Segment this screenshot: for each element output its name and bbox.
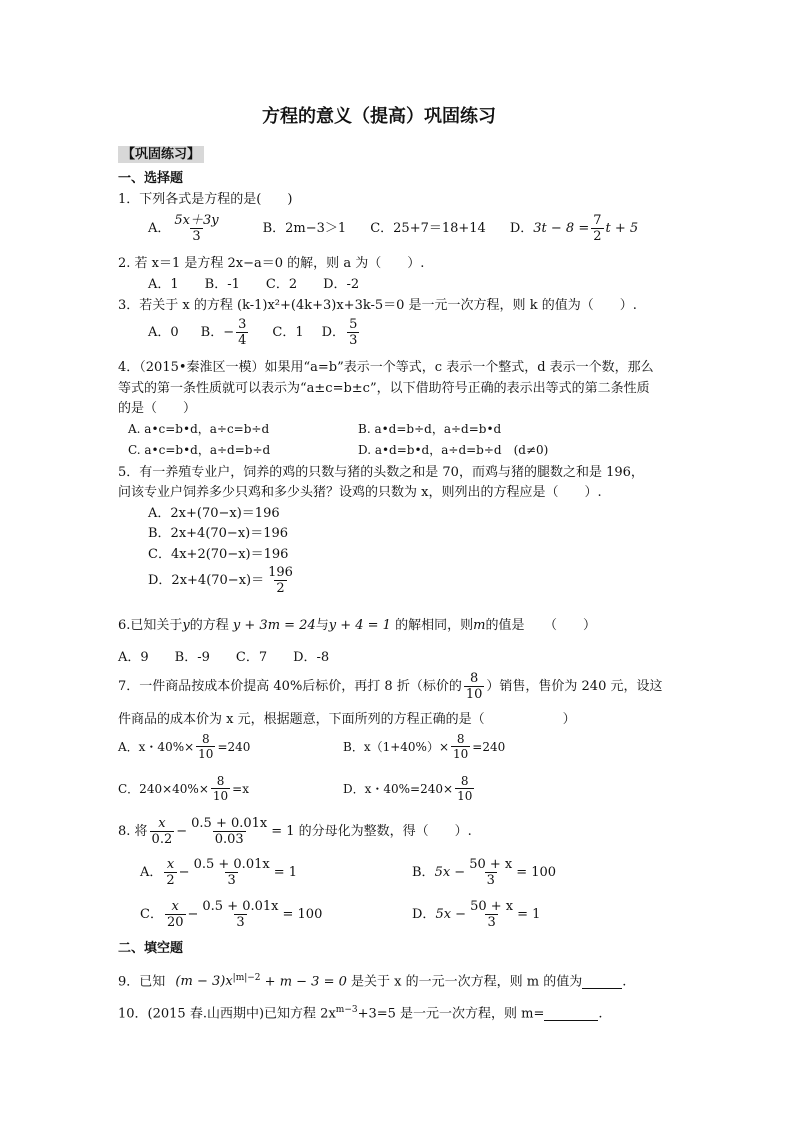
- fraction: $\frac{0.5 + 0.01x}{3}$: [193, 857, 270, 888]
- option-b: B．2m−3＞1: [262, 221, 347, 236]
- option-c: C．25+7＝18+14: [370, 221, 486, 236]
- question-4-option-d: D. a•d=b•d，a÷d=b÷d (d≠0): [358, 443, 549, 457]
- question-5-option-b: B．2x+4(70−x)＝196: [148, 526, 289, 541]
- question-6-options: A．9 B．-9 C．7 D．-8: [118, 650, 330, 665]
- answer-blank[interactable]: [582, 975, 622, 989]
- fraction: $\frac{7}{2}$: [593, 213, 602, 244]
- option-a-label: A．: [148, 221, 171, 236]
- option-d-label: D．: [321, 325, 346, 340]
- answer-blank[interactable]: [544, 1007, 598, 1021]
- question-10-stem: 10．(2015 春.山西期中)已知方程 $2x^{m-3}+3=5$ 是一元一次方程，则 m= .: [118, 1005, 603, 1022]
- option-d-expr-tail: t + 5: [605, 221, 639, 236]
- question-2-stem: 2. 若 x＝1 是方程 2x−a＝0 的解，则 a 为（ ）.: [118, 256, 425, 271]
- question-8-option-d: D． 5x − $\frac{50 + x}{3}$ = 1: [412, 899, 541, 930]
- question-4-option-a: A. a•c=b•d，a÷c=b÷d: [128, 422, 270, 436]
- question-2-options: A．1 B．-1 C．2 D．-2: [148, 277, 360, 292]
- question-1-stem: 1．下列各式是方程的是( ): [118, 192, 293, 207]
- question-3-stem: 3．若关于 x 的方程 (k-1)x²+(4k+3)x+3k-5＝0 是一元一次方程，则 k 的值为（ ）.: [118, 298, 637, 313]
- fraction: $\frac{50 + x}{3}$: [470, 899, 514, 930]
- question-4-line-3: 的是（ ）: [118, 401, 197, 416]
- question-5-line-2: 问该专业户饲养多少只鸡和多少头猪？设鸡的只数为 x，则列出的方程应是（ ）.: [118, 485, 602, 500]
- question-7-option-a: A．x・40%× $\frac{8}{10}$ =240: [118, 732, 251, 761]
- page-title: 方程的意义（提高）巩固练习: [262, 106, 496, 127]
- question-7-line-2: 件商品的成本价为 x 元，根据题意，下面所列的方程正确的是（ ）: [118, 712, 576, 727]
- section-tag: 【巩固练习】: [118, 146, 204, 163]
- fraction: $\frac{x}{0.2}$: [151, 816, 173, 847]
- question-5-line-1: 5．有一养殖专业户，饲养的鸡的只数与猪的头数之和是 70，而鸡与猪的腿数之和是 196，: [118, 465, 644, 480]
- question-4-option-c: C. a•c=b•d，a÷d=b÷d: [128, 443, 271, 457]
- question-5-option-d: [148, 566, 297, 595]
- option-b-label: B．−: [200, 325, 235, 340]
- fraction: $\frac{8}{10}$: [453, 732, 469, 761]
- question-7-option-b: B．x（1+40%）× $\frac{8}{10}$ =240: [343, 732, 506, 761]
- fraction: $\frac{3}{4}$: [238, 317, 247, 348]
- fraction: $\frac{8}{10}$: [198, 732, 214, 761]
- question-6-stem: 6.已知关于y的方程 y + 3m = 24与y + 4 = 1 的解相同，则m的值是 （ ）: [118, 618, 596, 633]
- question-5-option-c: C．4x+2(70−x)＝196: [148, 547, 289, 562]
- option-a: A．0: [148, 325, 179, 340]
- question-7-option-c: C．240×40%× $\frac{8}{10}$ =x: [118, 774, 249, 803]
- question-8-option-b: B． 5x − $\frac{50 + x}{3}$ = 100: [412, 857, 557, 888]
- question-3-options: [148, 318, 361, 347]
- fraction: $\frac{8}{10}$: [457, 774, 473, 803]
- option-d-expr: 3t − 8 =: [533, 221, 590, 236]
- question-8-option-a: A． $\frac{x}{2}$ − $\frac{0.5 + 0.01x}{3}$ = 1: [140, 857, 297, 888]
- fraction: $\frac{8}{10}$: [212, 774, 229, 803]
- fraction: $\frac{0.5 + 0.01x}{3}$: [202, 899, 279, 930]
- question-4-option-b: B. a•d=b÷d，a÷d=b•d: [358, 422, 502, 436]
- option-d-label: D．: [509, 221, 534, 236]
- fraction: $\frac{0.5 + 0.01x}{0.03}$: [191, 816, 268, 847]
- question-9-stem: 9．已知 $(m - 3)x^{|m|-2} + m - 3 = 0$ 是关于 x 的一元一次方程，则 m 的值为 .: [118, 973, 627, 990]
- fraction: $\frac{x}{2}$: [166, 857, 175, 888]
- question-1-options: [148, 214, 638, 243]
- question-4-line-1: 4．（2015•秦淮区一模）如果用“a=b”表示一个等式，c 表示一个整式，d 表示一个数，那么: [118, 360, 654, 375]
- fraction: $\frac{8}{10}$: [465, 671, 483, 702]
- fraction: $\frac{5x+3y}{3}$: [174, 213, 219, 244]
- option-c: C．1: [272, 325, 304, 340]
- question-7-option-d: D．x・40%=240× $\frac{8}{10}$: [343, 774, 473, 803]
- fraction: $\frac{x}{20}$: [166, 899, 184, 930]
- question-7-line-1: 7．一件商品按成本价提高 40%后标价，再打 8 折（标价的 $\frac{8}{10}$ ）销售，售价为 240 元，设这: [118, 671, 663, 702]
- question-4-line-2: 等式的第一条性质就可以表示为“a±c=b±c”，以下借助符号正确的表示出等式的第二条性质: [118, 381, 650, 396]
- section-heading-fill: 二、填空题: [118, 941, 184, 956]
- section-heading-choice: 一、选择题: [118, 171, 184, 186]
- question-5-option-a: A．2x+(70−x)＝196: [148, 506, 280, 521]
- question-8-stem: 8. 将 $\frac{x}{0.2}$ − $\frac{0.5 + 0.01x}{0.03}$ = 1 的分母化为整数，得（ ）.: [118, 816, 472, 847]
- fraction: $\frac{5}{3}$: [349, 317, 358, 348]
- option-d-text: D．2x+4(70−x)＝: [148, 573, 265, 588]
- question-8-option-c: C． $\frac{x}{20}$ − $\frac{0.5 + 0.01x}{3}$ = 100: [140, 899, 323, 930]
- fraction: $\frac{50 + x}{3}$: [469, 857, 513, 888]
- fraction: $\frac{196}{2}$: [268, 565, 293, 596]
